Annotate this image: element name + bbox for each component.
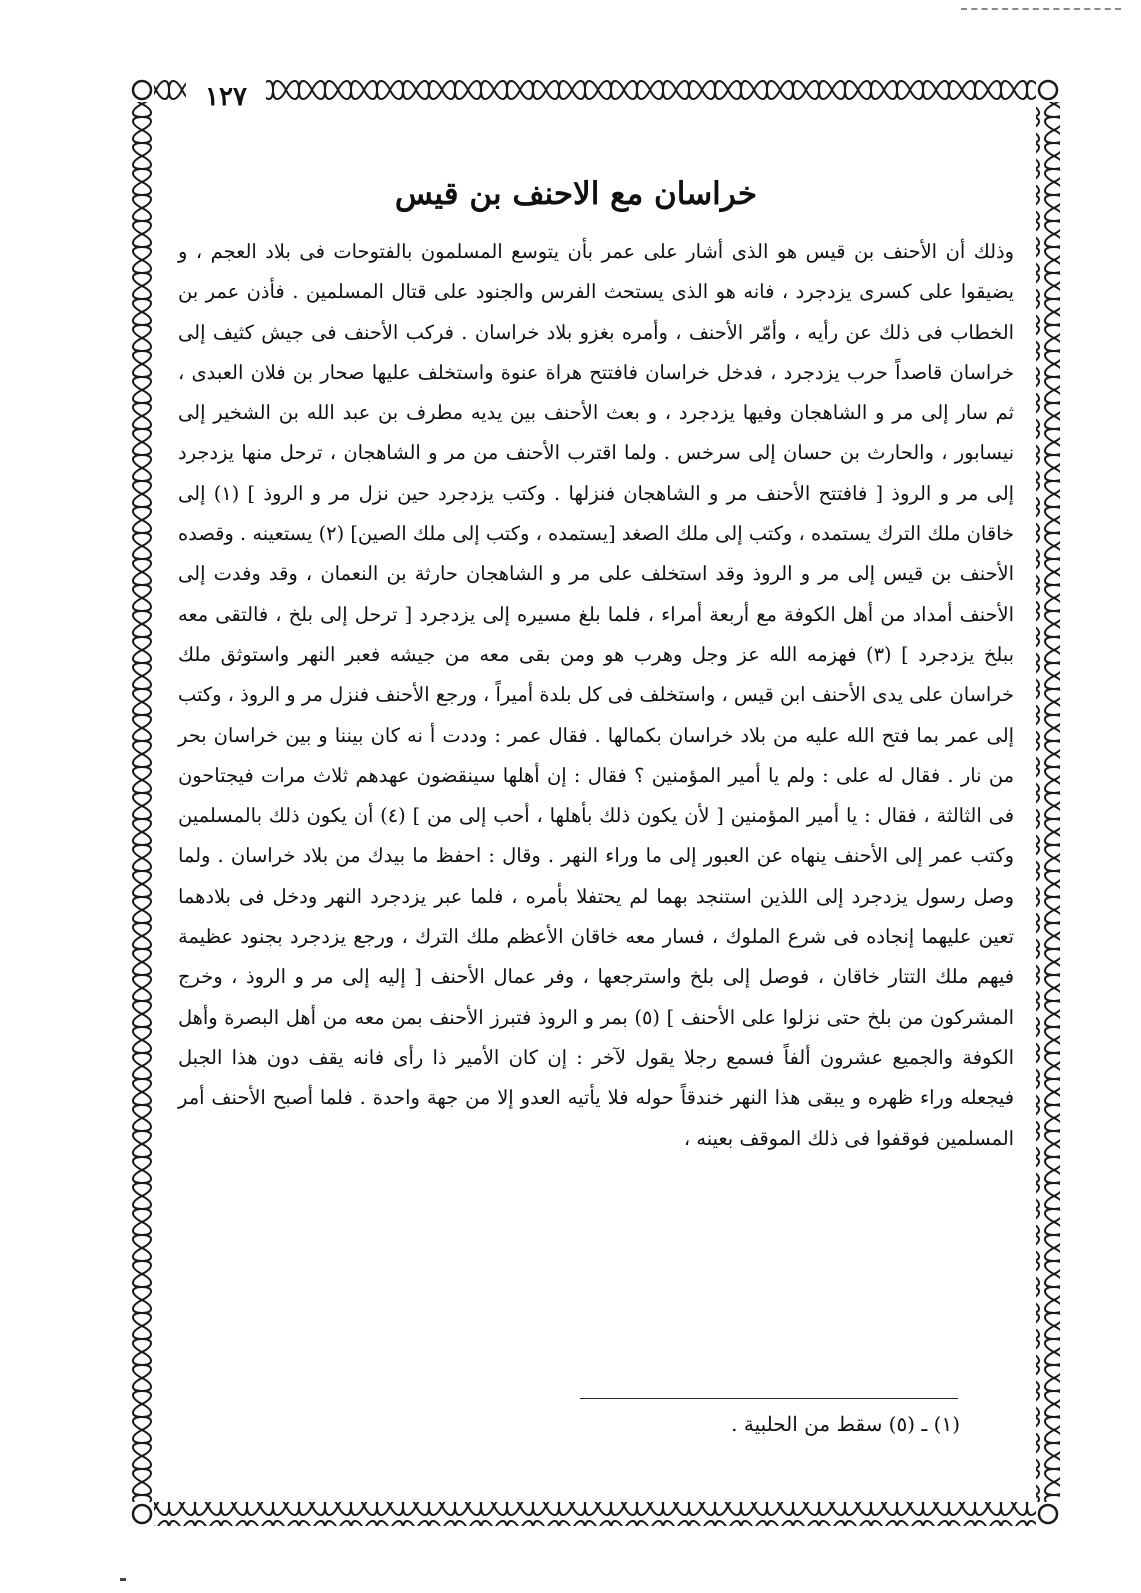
scan-mark — [120, 1578, 126, 1581]
footnote: (١) ـ (٥) سقط من الحلبية . — [731, 1412, 960, 1436]
footnote-separator — [580, 1398, 958, 1399]
page-content — [178, 170, 1014, 1159]
ornamental-frame — [130, 78, 1060, 1526]
chapter-title: خراسان مع الاحنف بن قيس — [394, 176, 758, 212]
page-number: ١٢٧ — [186, 80, 266, 114]
scan-top-marks — [961, 8, 1121, 12]
body-paragraph: وذلك أن الأحنف بن قيس هو الذى أشار على عمر بأن يتوسع المسلمون بالفتوحات فى بلاد العجم ، و يضيقوا على كسرى يزدجرد ، فانه هو الذى يستحث الفرس والجنود على قتال المسلمين . فأذن عمر بن الخطاب فى ذلك عن رأيه ، وأمّر الأحنف ، وأمره بغزو بلاد خراسان . فركب الأحنف فى جيش كثيف إلى خراسان قاصداً حرب يزدجرد ، فدخل خراسان فافتتح هراة عنوة واستخلف عليها صحار بن فلان العبدى ، ثم سار إلى مر و الشاهجان وفيها يزدجرد ، و بعث الأحنف بين يديه مطرف بن عبد الله بن الشخير إلى نيسابور ، والحارث بن حسان إلى سرخس . ولما اقترب الأحنف من مر و الشاهجان ، ترحل منها يزدجرد إلى مر و الروذ [ فافتتح الأحنف مر و الشاهجان فنزلها . وكتب يزدجرد حين نزل مر و الروذ ] (١) إلى خاقان ملك الترك يستمده ، وكتب إلى ملك الصغد [يستمده ، وكتب إلى ملك الصين] (٢) يستعينه . وقصده الأحنف بن قيس إلى مر و الروذ وقد استخلف على مر و الشاهجان حارثة بن النعمان ، وقد وفدت إلى الأحنف أمداد من أهل الكوفة مع أربعة أمراء ، فلما بلغ مسيره إلى يزدجرد [ ترحل إلى بلخ ، فالتقى معه ببلخ يزدجرد ] (٣) فهزمه الله عز وجل وهرب هو ومن بقى معه من جيشه فعبر النهر واستوثق ملك خراسان على يدى الأحنف ابن قيس ، واستخلف فى كل بلدة أميراً ، ورجع الأحنف فنزل مر و الروذ ، وكتب إلى عمر بما فتح الله عليه من بلاد خراسان بكمالها . فقال عمر : وددت أ نه كان بيننا و بين خراسان بحر من نار . فقال له على : ولم يا أمير المؤمنين ؟ فقال : إن أهلها سينقضون عهدهم ثلاث مرات فيجتاحون فى الثالثة ، فقال : يا أمير المؤمنين [ لأن يكون ذلك بأهلها ، أحب إلى من ] (٤) أن يكون ذلك بالمسلمين وكتب عمر إلى الأحنف ينهاه عن العبور إلى ما وراء النهر . وقال : احفظ ما بيدك من بلاد خراسان . ولما وصل رسول يزدجرد إلى اللذين استنجد بهما لم يحتفلا بأمره ، فلما عبر يزدجرد النهر ودخل فى بلادهما تعين عليهما إنجاده فى شرع الملوك ، فسار معه خاقان الأعظم ملك الترك ، ورجع يزدجرد بجنود عظيمة فيهم ملك التتار خاقان ، فوصل إلى بلخ واسترجعها ، وفر عمال الأحنف [ إليه إلى مر و الروذ ، وخرج المشركون من بلخ حتى نزلوا على الأحنف ] (٥) بمر و الروذ فتبرز الأحنف بمن معه من أهل البصرة وأهل الكوفة والجميع عشرون ألفاً فسمع رجلا يقول لآخر : إن كان الأمير ذا رأى فانه يقف دون هذا الجبل فيجعله وراء ظهره و يبقى هذا النهر خندقاً حوله فلا يأتيه العدو إلا من جهة واحدة . فلما أصبح الأحنف أمر المسلمين فوقفوا فى ذلك الموقف بعينه ، — [178, 240, 1015, 1150]
